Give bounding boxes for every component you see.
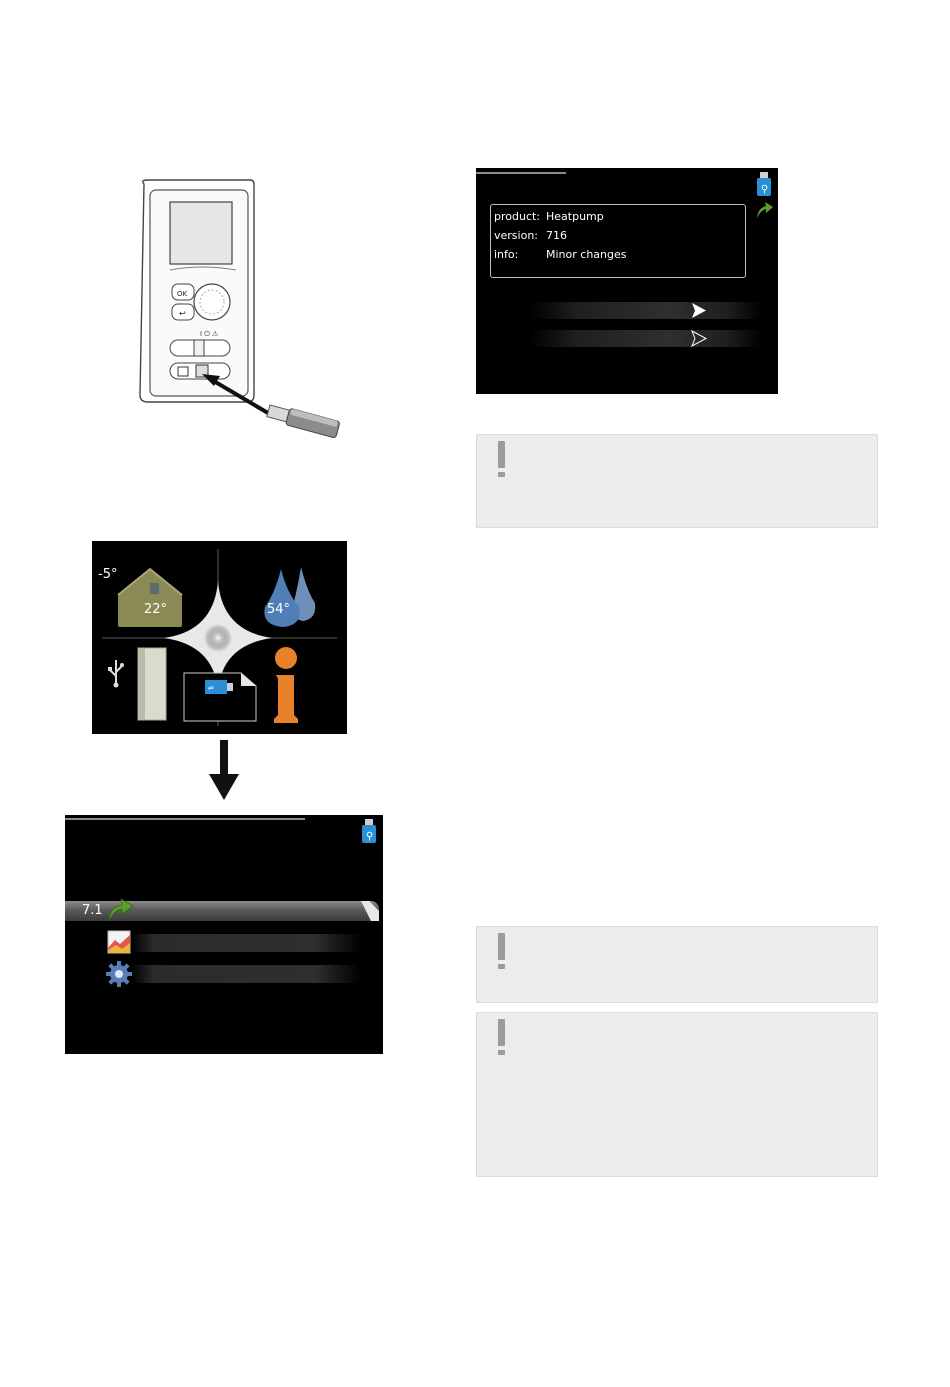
- update-info-screen: [476, 168, 778, 394]
- info-row-version: [494, 229, 567, 242]
- info-value: Minor changes: [546, 248, 627, 261]
- menu-row-settings[interactable]: [131, 965, 361, 983]
- house-icon[interactable]: [116, 565, 184, 629]
- info-icon[interactable]: [272, 647, 300, 723]
- usb-stick-icon: [361, 819, 377, 843]
- svg-text:I ⏻ ⚠: I ⏻ ⚠: [200, 330, 219, 338]
- chart-icon: [107, 930, 131, 954]
- outdoor-temperature: -5°: [98, 567, 118, 582]
- usb-device-icon[interactable]: [183, 672, 257, 722]
- indoor-temperature: 22°: [144, 602, 168, 617]
- note-box: [476, 926, 878, 1003]
- svg-text:OK: OK: [177, 290, 188, 298]
- info-key: version:: [494, 229, 538, 242]
- start-update-option[interactable]: [530, 302, 762, 319]
- page-curl-icon: [361, 901, 379, 921]
- down-arrow-icon: [207, 740, 241, 802]
- update-info-box: [490, 204, 746, 278]
- info-key: product:: [494, 210, 541, 223]
- info-value: 716: [546, 229, 567, 242]
- menu-row-log[interactable]: [131, 934, 361, 952]
- usb-icon: [106, 658, 126, 688]
- info-row-info: [494, 248, 626, 261]
- menu-number: 7.1: [82, 903, 103, 918]
- svg-text:⚲: ⚲: [761, 184, 769, 195]
- exclamation-icon: [496, 1019, 507, 1055]
- select-file-option[interactable]: [530, 330, 762, 347]
- svg-text:⇌: ⇌: [208, 684, 214, 692]
- gear-icon: [106, 961, 132, 987]
- title-divider: [65, 818, 305, 820]
- svg-text:⚲: ⚲: [366, 831, 374, 842]
- water-drops-icon[interactable]: [255, 563, 325, 631]
- title-divider: [476, 172, 566, 174]
- info-row-product: [494, 210, 604, 223]
- green-arrow-icon: [107, 897, 135, 923]
- usb-stick-icon: [756, 172, 772, 196]
- outline-arrow-icon: [690, 330, 708, 347]
- exclamation-icon: [496, 441, 507, 477]
- svg-text:↩: ↩: [179, 309, 186, 318]
- control-panel-illustration: [130, 170, 360, 460]
- play-arrow-icon: [690, 302, 708, 319]
- info-key: info:: [494, 248, 519, 261]
- note-box: [476, 1012, 878, 1177]
- menu-7-screen: [65, 815, 383, 1054]
- info-value: Heatpump: [546, 210, 604, 223]
- back-arrow-icon[interactable]: [754, 200, 774, 220]
- heat-pump-icon[interactable]: [137, 647, 167, 721]
- exclamation-icon: [496, 933, 507, 969]
- hot-water-temperature: 54°: [267, 602, 291, 617]
- note-box: [476, 434, 878, 528]
- main-menu-screen: [92, 541, 347, 734]
